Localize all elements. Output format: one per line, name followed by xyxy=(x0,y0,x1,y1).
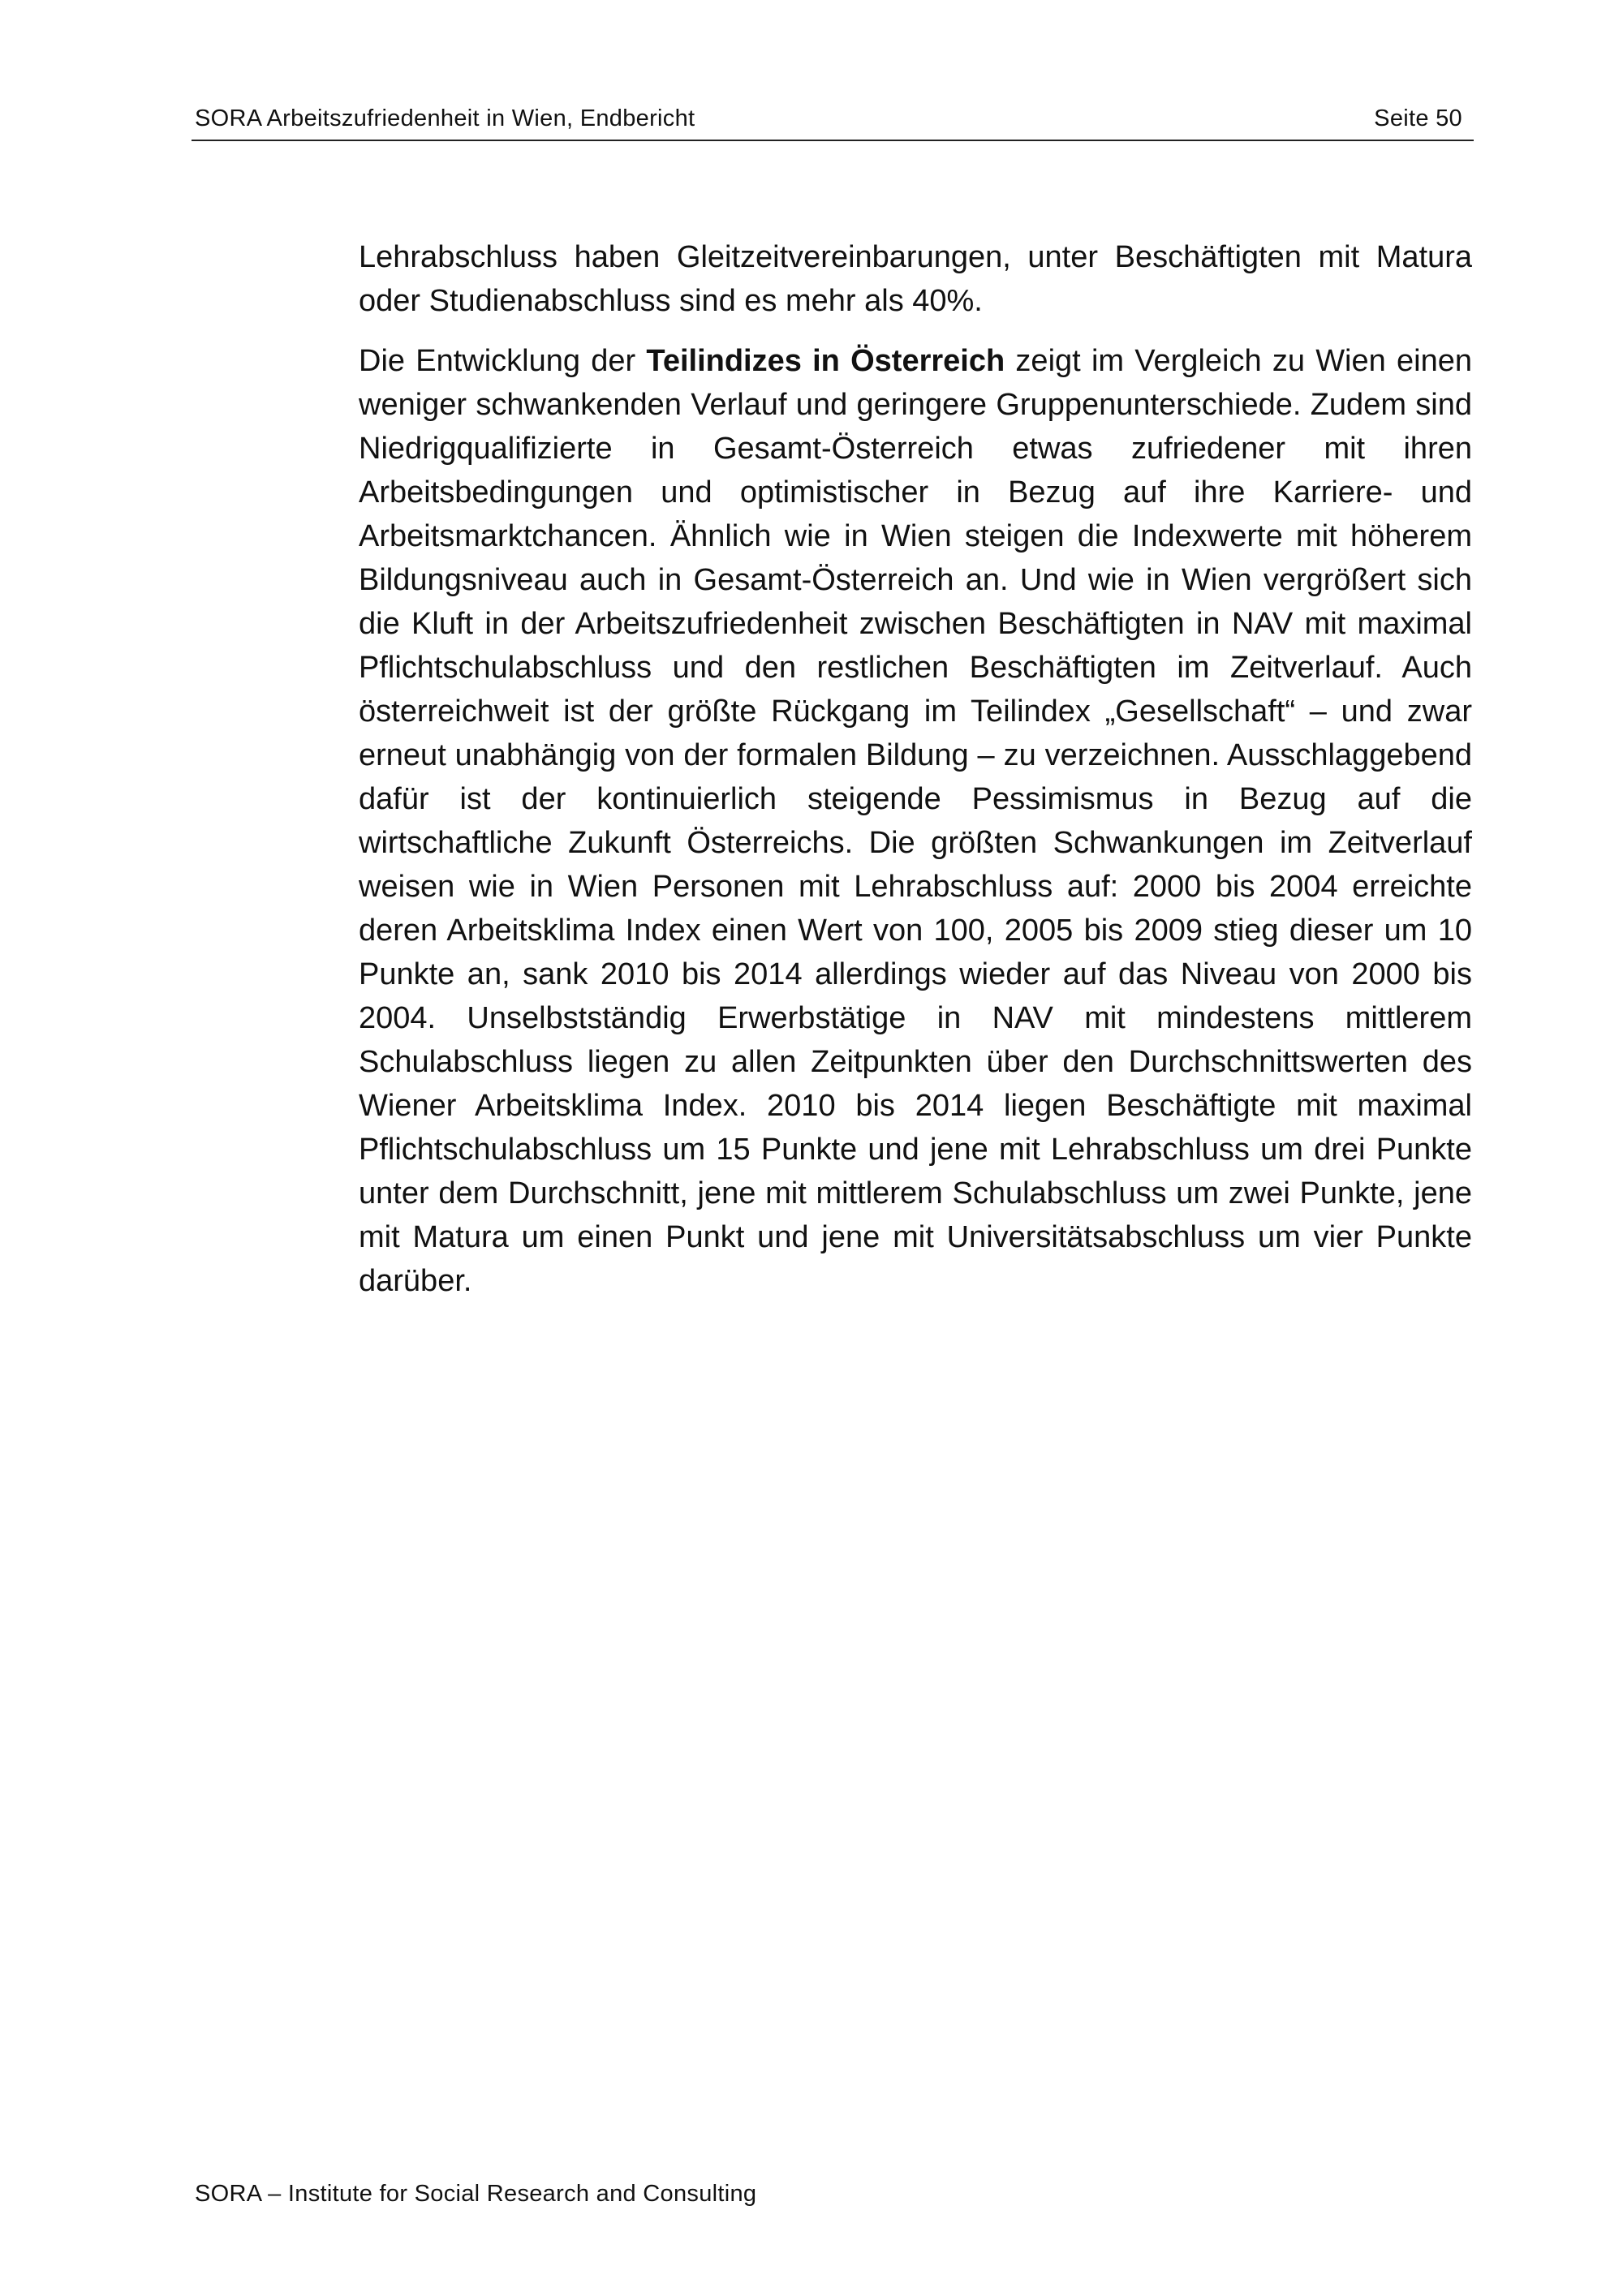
paragraph-2-lead: Die Entwicklung der xyxy=(359,344,647,378)
page-footer: SORA – Institute for Social Research and Consulting xyxy=(195,2181,757,2207)
page-number: Seite 50 xyxy=(1374,105,1462,131)
paragraph-2-emphasis: Teilindizes in Österreich xyxy=(646,344,1005,378)
paragraph-2-rest: zeigt im Vergleich zu Wien einen weniger schwankenden Verlauf und geringere Gruppenunterschiede. Zudem sind Niedrigqualifizierte in Gesamt-Österreich etwas zufriedener mit ihren Arbeitsbedingungen und optimistischer in Bezug auf ihre Karriere- und Arbeitsmarktchancen. Ähnlich wie in Wien steigen die Indexwerte mit höherem Bildungsniveau auch in Gesamt-Österreich an. Und wie in Wien vergrößert sich die Kluft in der Arbeitszufriedenheit zwischen Beschäftigten in NAV mit maximal Pflichtschulabschluss und den restlichen Beschäftigten im Zeitverlauf. Auch österreichweit ist der größte Rückgang im Teilindex „Gesellschaft“ – und zwar erneut unabhängig von der formalen Bildung – zu verzeichnen. Ausschlaggebend dafür ist der kontinuierlich steigende Pessimismus in Bezug auf die wirtschaftliche Zukunft Österreichs. Die größten Schwankungen im Zeitverlauf weisen wie in Wien Personen mit Lehrabschluss auf: 2000 bis 2004 erreichte deren Arbeitsklima Index einen Wert von 100, 2005 bis 2009 stieg dieser um 10 Punkte an, sank 2010 bis 2014 allerdings wieder auf das Niveau von 2000 bis 2004. Unselbstständig Erwerbstätige in NAV mit mindestens mittlerem Schulabschluss liegen zu allen Zeitpunkten über den Durchschnittswerten des Wiener Arbeitsklima Index. 2010 bis 2014 liegen Beschäftigte mit maximal Pflichtschulabschluss um 15 Punkte und jene mit Lehrabschluss um drei Punkte unter dem Durchschnitt, jene mit mittlerem Schulabschluss um zwei Punkte, jene mit Matura um einen Punkt und jene mit Universitätsabschluss um vier Punkte darüber. xyxy=(359,344,1472,1298)
header-title: SORA Arbeitszufriedenheit in Wien, Endbericht xyxy=(195,105,695,131)
paragraph-1: Lehrabschluss haben Gleitzeitvereinbarungen, unter Beschäftigten mit Matura oder Studienabschluss sind es mehr als 40%. xyxy=(359,240,1472,318)
paragraph-2 xyxy=(359,339,1472,1303)
body-text xyxy=(359,235,1472,1303)
page-header xyxy=(192,102,1474,141)
